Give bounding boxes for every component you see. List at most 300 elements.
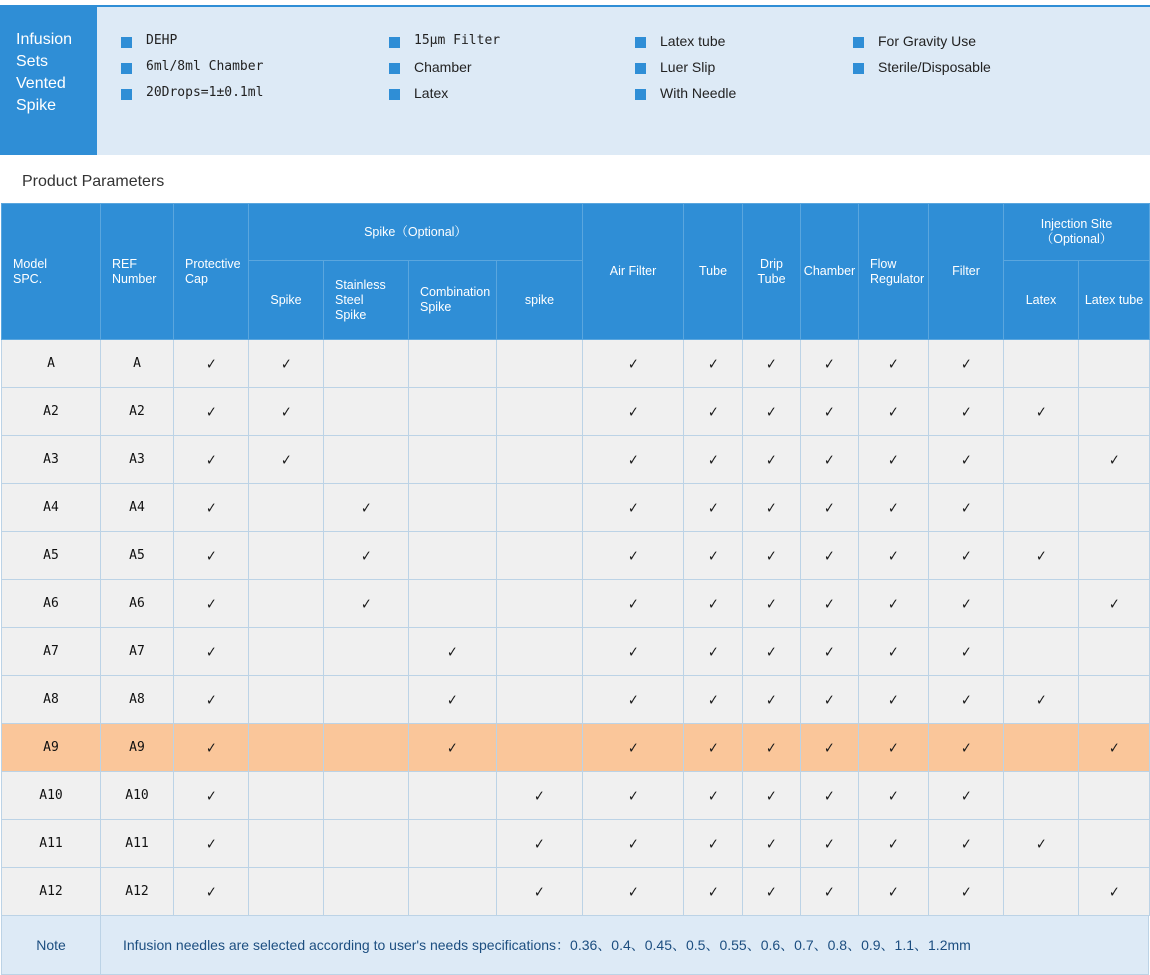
cell-spike xyxy=(249,724,324,772)
cell-latex-tube xyxy=(1079,676,1150,724)
cell-spike-lower xyxy=(497,436,583,484)
cell-combination-spike xyxy=(409,532,497,580)
cell-latex xyxy=(1004,820,1079,868)
feature-item xyxy=(121,59,389,75)
check-icon: ✓ xyxy=(1108,882,1120,901)
product-parameters-table xyxy=(1,203,1150,916)
square-bullet-icon xyxy=(389,37,400,48)
cell-chamber xyxy=(801,724,859,772)
feature-column-2 xyxy=(389,33,635,155)
check-icon: ✓ xyxy=(707,882,719,901)
table-row xyxy=(2,436,1150,484)
cell-stainless-steel-spike xyxy=(324,628,409,676)
check-icon: ✓ xyxy=(824,354,835,373)
cell-air-filter xyxy=(583,484,684,532)
check-icon: ✓ xyxy=(960,882,972,901)
header-flow-line1: Flow xyxy=(870,256,897,271)
cell-combination-spike xyxy=(409,820,497,868)
product-page xyxy=(0,5,1150,955)
feature-label: Luer Slip xyxy=(660,59,716,75)
cell-latex xyxy=(1004,388,1079,436)
check-icon: ✓ xyxy=(960,546,972,565)
header-protective-cap xyxy=(174,204,249,340)
header-stainless-line3: Spike xyxy=(335,307,367,322)
header-combination-line2: Spike xyxy=(420,300,452,314)
cell-air-filter xyxy=(583,772,684,820)
cell-stainless-steel-spike xyxy=(324,436,409,484)
cell-protective-cap xyxy=(174,388,249,436)
header-drip-line2: Tube xyxy=(757,271,786,286)
cell-ref-number: A6 xyxy=(101,580,174,628)
cell-drip-tube xyxy=(743,484,801,532)
check-icon: ✓ xyxy=(205,354,217,373)
cell-drip-tube xyxy=(743,388,801,436)
header-spike: Spike xyxy=(249,261,324,340)
check-icon: ✓ xyxy=(534,786,545,805)
check-icon: ✓ xyxy=(205,498,217,517)
cell-chamber xyxy=(801,676,859,724)
cell-latex xyxy=(1004,676,1079,724)
check-icon: ✓ xyxy=(627,594,639,613)
cell-ref-number: A11 xyxy=(101,820,174,868)
cell-drip-tube xyxy=(743,772,801,820)
header-air-filter: Air Filter xyxy=(583,204,684,340)
check-icon: ✓ xyxy=(824,642,835,661)
header-model xyxy=(2,204,101,340)
feature-column-1 xyxy=(121,33,389,155)
banner-title-line-4: Spike xyxy=(16,97,57,114)
feature-label: Latex xyxy=(414,85,449,101)
banner-title-line-3: Vented xyxy=(16,75,66,92)
check-icon: ✓ xyxy=(447,738,458,757)
cell-latex-tube xyxy=(1079,340,1150,388)
cell-drip-tube xyxy=(743,580,801,628)
check-icon: ✓ xyxy=(707,642,719,661)
cell-stainless-steel-spike xyxy=(324,388,409,436)
check-icon: ✓ xyxy=(824,546,835,565)
cell-model: A2 xyxy=(2,388,101,436)
cell-drip-tube xyxy=(743,628,801,676)
cell-spike-lower xyxy=(497,772,583,820)
cell-tube xyxy=(684,772,743,820)
feature-column-4 xyxy=(853,33,1093,155)
table-row xyxy=(2,484,1150,532)
check-icon: ✓ xyxy=(960,594,972,613)
cell-latex xyxy=(1004,340,1079,388)
feature-column-3 xyxy=(635,33,853,155)
feature-label: Sterile/Disposable xyxy=(878,59,991,75)
cell-flow-regulator xyxy=(859,868,929,916)
cell-tube xyxy=(684,628,743,676)
cell-spike-lower xyxy=(497,340,583,388)
cell-spike xyxy=(249,580,324,628)
cell-spike xyxy=(249,628,324,676)
check-icon: ✓ xyxy=(824,450,835,469)
check-icon: ✓ xyxy=(766,498,777,517)
check-icon: ✓ xyxy=(360,546,372,565)
check-icon: ✓ xyxy=(627,834,639,853)
feature-item xyxy=(635,33,853,49)
header-combination-line1: Combination xyxy=(420,285,491,299)
cell-stainless-steel-spike xyxy=(324,340,409,388)
check-icon: ✓ xyxy=(707,738,719,757)
check-icon: ✓ xyxy=(205,642,217,661)
check-icon: ✓ xyxy=(824,594,835,613)
header-protective-line2: Cap xyxy=(185,271,208,286)
check-icon: ✓ xyxy=(960,786,972,805)
check-icon: ✓ xyxy=(766,690,777,709)
cell-chamber xyxy=(801,868,859,916)
header-injection-line2: （Optional） xyxy=(1040,232,1113,246)
header-model-line2: SPC. xyxy=(13,271,43,286)
check-icon: ✓ xyxy=(888,402,899,421)
check-icon: ✓ xyxy=(205,594,217,613)
feature-label: 15μm Filter xyxy=(414,33,501,48)
header-combination-spike xyxy=(409,261,497,340)
cell-filter xyxy=(929,388,1004,436)
cell-spike xyxy=(249,388,324,436)
cell-model: A12 xyxy=(2,868,101,916)
table-row xyxy=(2,388,1150,436)
check-icon: ✓ xyxy=(707,354,719,373)
note-row xyxy=(1,916,1149,975)
check-icon: ✓ xyxy=(280,450,292,469)
cell-latex xyxy=(1004,532,1079,580)
check-icon: ✓ xyxy=(627,450,639,469)
cell-protective-cap xyxy=(174,340,249,388)
cell-air-filter xyxy=(583,532,684,580)
cell-latex xyxy=(1004,772,1079,820)
check-icon: ✓ xyxy=(824,690,835,709)
cell-ref-number: A5 xyxy=(101,532,174,580)
cell-latex-tube xyxy=(1079,436,1150,484)
cell-filter xyxy=(929,868,1004,916)
cell-combination-spike xyxy=(409,628,497,676)
cell-model: A6 xyxy=(2,580,101,628)
cell-protective-cap xyxy=(174,772,249,820)
check-icon: ✓ xyxy=(888,738,899,757)
cell-protective-cap xyxy=(174,532,249,580)
feature-item xyxy=(389,59,635,75)
check-icon: ✓ xyxy=(960,450,972,469)
cell-chamber xyxy=(801,580,859,628)
square-bullet-icon xyxy=(635,89,646,100)
cell-stainless-steel-spike xyxy=(324,676,409,724)
cell-ref-number: A2 xyxy=(101,388,174,436)
cell-latex xyxy=(1004,868,1079,916)
cell-latex-tube xyxy=(1079,820,1150,868)
check-icon: ✓ xyxy=(707,498,719,517)
cell-chamber xyxy=(801,436,859,484)
banner-title-line-1: Infusion xyxy=(16,31,73,48)
feature-item xyxy=(853,33,1093,49)
check-icon: ✓ xyxy=(205,402,217,421)
cell-combination-spike xyxy=(409,580,497,628)
header-tube: Tube xyxy=(684,204,743,340)
check-icon: ✓ xyxy=(824,402,835,421)
check-icon: ✓ xyxy=(824,882,835,901)
cell-stainless-steel-spike xyxy=(324,772,409,820)
table-row xyxy=(2,820,1150,868)
check-icon: ✓ xyxy=(888,882,899,901)
cell-spike-lower xyxy=(497,532,583,580)
check-icon: ✓ xyxy=(1035,402,1047,421)
cell-latex-tube xyxy=(1079,580,1150,628)
check-icon: ✓ xyxy=(824,738,835,757)
cell-protective-cap xyxy=(174,436,249,484)
check-icon: ✓ xyxy=(627,642,639,661)
banner-title xyxy=(0,7,97,155)
cell-tube xyxy=(684,436,743,484)
header-ref-line1: REF xyxy=(112,256,137,271)
check-icon: ✓ xyxy=(205,786,217,805)
cell-model: A5 xyxy=(2,532,101,580)
check-icon: ✓ xyxy=(707,594,719,613)
header-stainless-steel-spike xyxy=(324,261,409,340)
cell-stainless-steel-spike xyxy=(324,484,409,532)
square-bullet-icon xyxy=(853,37,864,48)
check-icon: ✓ xyxy=(707,690,719,709)
feature-label: With Needle xyxy=(660,85,737,101)
cell-model: A4 xyxy=(2,484,101,532)
cell-tube xyxy=(684,484,743,532)
cell-ref-number: A8 xyxy=(101,676,174,724)
cell-latex-tube xyxy=(1079,484,1150,532)
banner-title-line-2: Sets xyxy=(16,53,49,70)
table-row xyxy=(2,580,1150,628)
cell-filter xyxy=(929,628,1004,676)
cell-tube xyxy=(684,340,743,388)
check-icon: ✓ xyxy=(1035,690,1047,709)
cell-ref-number: A12 xyxy=(101,868,174,916)
check-icon: ✓ xyxy=(627,402,639,421)
cell-flow-regulator xyxy=(859,436,929,484)
check-icon: ✓ xyxy=(766,354,777,373)
feature-item xyxy=(121,33,389,49)
check-icon: ✓ xyxy=(766,546,777,565)
cell-air-filter xyxy=(583,388,684,436)
cell-stainless-steel-spike xyxy=(324,868,409,916)
section-title: Product Parameters xyxy=(22,173,165,190)
cell-tube xyxy=(684,820,743,868)
cell-spike-lower xyxy=(497,820,583,868)
table-row xyxy=(2,772,1150,820)
cell-spike-lower xyxy=(497,628,583,676)
cell-air-filter xyxy=(583,580,684,628)
product-banner xyxy=(0,5,1150,155)
check-icon: ✓ xyxy=(1108,450,1120,469)
header-flow-line2: Regulator xyxy=(870,271,925,286)
cell-filter xyxy=(929,580,1004,628)
check-icon: ✓ xyxy=(360,498,372,517)
cell-model: A9 xyxy=(2,724,101,772)
cell-flow-regulator xyxy=(859,580,929,628)
check-icon: ✓ xyxy=(960,354,972,373)
cell-protective-cap xyxy=(174,820,249,868)
check-icon: ✓ xyxy=(766,786,777,805)
feature-item xyxy=(635,85,853,101)
check-icon: ✓ xyxy=(766,834,777,853)
check-icon: ✓ xyxy=(888,786,899,805)
check-icon: ✓ xyxy=(627,786,639,805)
check-icon: ✓ xyxy=(205,690,217,709)
cell-chamber xyxy=(801,340,859,388)
cell-drip-tube xyxy=(743,676,801,724)
cell-latex xyxy=(1004,580,1079,628)
header-drip-tube xyxy=(743,204,801,340)
cell-model: A10 xyxy=(2,772,101,820)
cell-drip-tube xyxy=(743,436,801,484)
check-icon: ✓ xyxy=(824,834,835,853)
header-latex: Latex xyxy=(1004,261,1079,340)
cell-drip-tube xyxy=(743,820,801,868)
cell-air-filter xyxy=(583,724,684,772)
check-icon: ✓ xyxy=(888,834,899,853)
cell-protective-cap xyxy=(174,628,249,676)
feature-label: Latex tube xyxy=(660,33,726,49)
check-icon: ✓ xyxy=(766,402,777,421)
cell-latex-tube xyxy=(1079,388,1150,436)
check-icon: ✓ xyxy=(627,546,639,565)
check-icon: ✓ xyxy=(1035,546,1047,565)
table-row xyxy=(2,724,1150,772)
cell-latex xyxy=(1004,628,1079,676)
check-icon: ✓ xyxy=(766,882,777,901)
cell-filter xyxy=(929,436,1004,484)
cell-stainless-steel-spike xyxy=(324,580,409,628)
check-icon: ✓ xyxy=(205,546,217,565)
cell-filter xyxy=(929,532,1004,580)
check-icon: ✓ xyxy=(707,786,719,805)
cell-latex-tube xyxy=(1079,724,1150,772)
cell-ref-number: A10 xyxy=(101,772,174,820)
check-icon: ✓ xyxy=(447,642,458,661)
cell-filter xyxy=(929,724,1004,772)
feature-item xyxy=(635,59,853,75)
cell-filter xyxy=(929,772,1004,820)
square-bullet-icon xyxy=(389,89,400,100)
cell-model: A xyxy=(2,340,101,388)
check-icon: ✓ xyxy=(960,738,972,757)
cell-latex-tube xyxy=(1079,868,1150,916)
cell-latex-tube xyxy=(1079,772,1150,820)
feature-item xyxy=(389,85,635,101)
check-icon: ✓ xyxy=(360,594,372,613)
check-icon: ✓ xyxy=(205,738,217,757)
cell-air-filter xyxy=(583,436,684,484)
cell-chamber xyxy=(801,628,859,676)
cell-air-filter xyxy=(583,340,684,388)
square-bullet-icon xyxy=(121,37,132,48)
cell-spike xyxy=(249,532,324,580)
header-flow-regulator xyxy=(859,204,929,340)
table-row xyxy=(2,868,1150,916)
cell-latex-tube xyxy=(1079,532,1150,580)
feature-item xyxy=(853,59,1093,75)
cell-tube xyxy=(684,532,743,580)
cell-filter xyxy=(929,676,1004,724)
cell-tube xyxy=(684,868,743,916)
check-icon: ✓ xyxy=(888,642,899,661)
cell-spike xyxy=(249,820,324,868)
cell-drip-tube xyxy=(743,724,801,772)
cell-stainless-steel-spike xyxy=(324,532,409,580)
cell-combination-spike xyxy=(409,436,497,484)
cell-protective-cap xyxy=(174,580,249,628)
header-spike-lower: spike xyxy=(497,261,583,340)
check-icon: ✓ xyxy=(888,354,899,373)
cell-ref-number: A4 xyxy=(101,484,174,532)
cell-filter xyxy=(929,820,1004,868)
cell-spike-lower xyxy=(497,388,583,436)
header-stainless-line1: Stainless xyxy=(335,277,386,292)
cell-combination-spike xyxy=(409,676,497,724)
table-row xyxy=(2,340,1150,388)
header-model-line1: Model xyxy=(13,256,48,271)
cell-spike-lower xyxy=(497,580,583,628)
cell-combination-spike xyxy=(409,484,497,532)
feature-label: DEHP xyxy=(146,33,178,48)
cell-protective-cap xyxy=(174,868,249,916)
cell-flow-regulator xyxy=(859,772,929,820)
check-icon: ✓ xyxy=(280,354,292,373)
check-icon: ✓ xyxy=(766,594,777,613)
cell-model: A8 xyxy=(2,676,101,724)
cell-filter xyxy=(929,340,1004,388)
cell-latex xyxy=(1004,724,1079,772)
check-icon: ✓ xyxy=(707,834,719,853)
feature-label: 6ml/8ml Chamber xyxy=(146,59,264,74)
check-icon: ✓ xyxy=(627,498,639,517)
check-icon: ✓ xyxy=(824,498,835,517)
cell-chamber xyxy=(801,820,859,868)
header-row-1 xyxy=(2,204,1150,261)
header-ref-number xyxy=(101,204,174,340)
check-icon: ✓ xyxy=(447,690,458,709)
header-protective-line1: Protective xyxy=(185,256,241,271)
check-icon: ✓ xyxy=(960,642,972,661)
feature-label: For Gravity Use xyxy=(878,33,977,49)
cell-ref-number: A xyxy=(101,340,174,388)
check-icon: ✓ xyxy=(888,546,899,565)
cell-flow-regulator xyxy=(859,532,929,580)
feature-label: Chamber xyxy=(414,59,472,75)
header-spike-group: Spike（Optional） xyxy=(249,204,583,261)
header-injection-site-group xyxy=(1004,204,1150,261)
cell-spike-lower xyxy=(497,724,583,772)
header-latex-tube: Latex tube xyxy=(1079,261,1150,340)
cell-flow-regulator xyxy=(859,340,929,388)
cell-tube xyxy=(684,388,743,436)
check-icon: ✓ xyxy=(627,690,639,709)
feature-item xyxy=(389,33,635,49)
cell-spike xyxy=(249,676,324,724)
check-icon: ✓ xyxy=(707,402,719,421)
cell-spike xyxy=(249,772,324,820)
cell-chamber xyxy=(801,532,859,580)
check-icon: ✓ xyxy=(205,882,217,901)
cell-model: A7 xyxy=(2,628,101,676)
table-row xyxy=(2,628,1150,676)
square-bullet-icon xyxy=(635,37,646,48)
cell-air-filter xyxy=(583,868,684,916)
cell-filter xyxy=(929,484,1004,532)
cell-chamber xyxy=(801,388,859,436)
cell-ref-number: A7 xyxy=(101,628,174,676)
check-icon: ✓ xyxy=(960,690,972,709)
header-stainless-line2: Steel xyxy=(335,292,364,307)
check-icon: ✓ xyxy=(627,354,639,373)
